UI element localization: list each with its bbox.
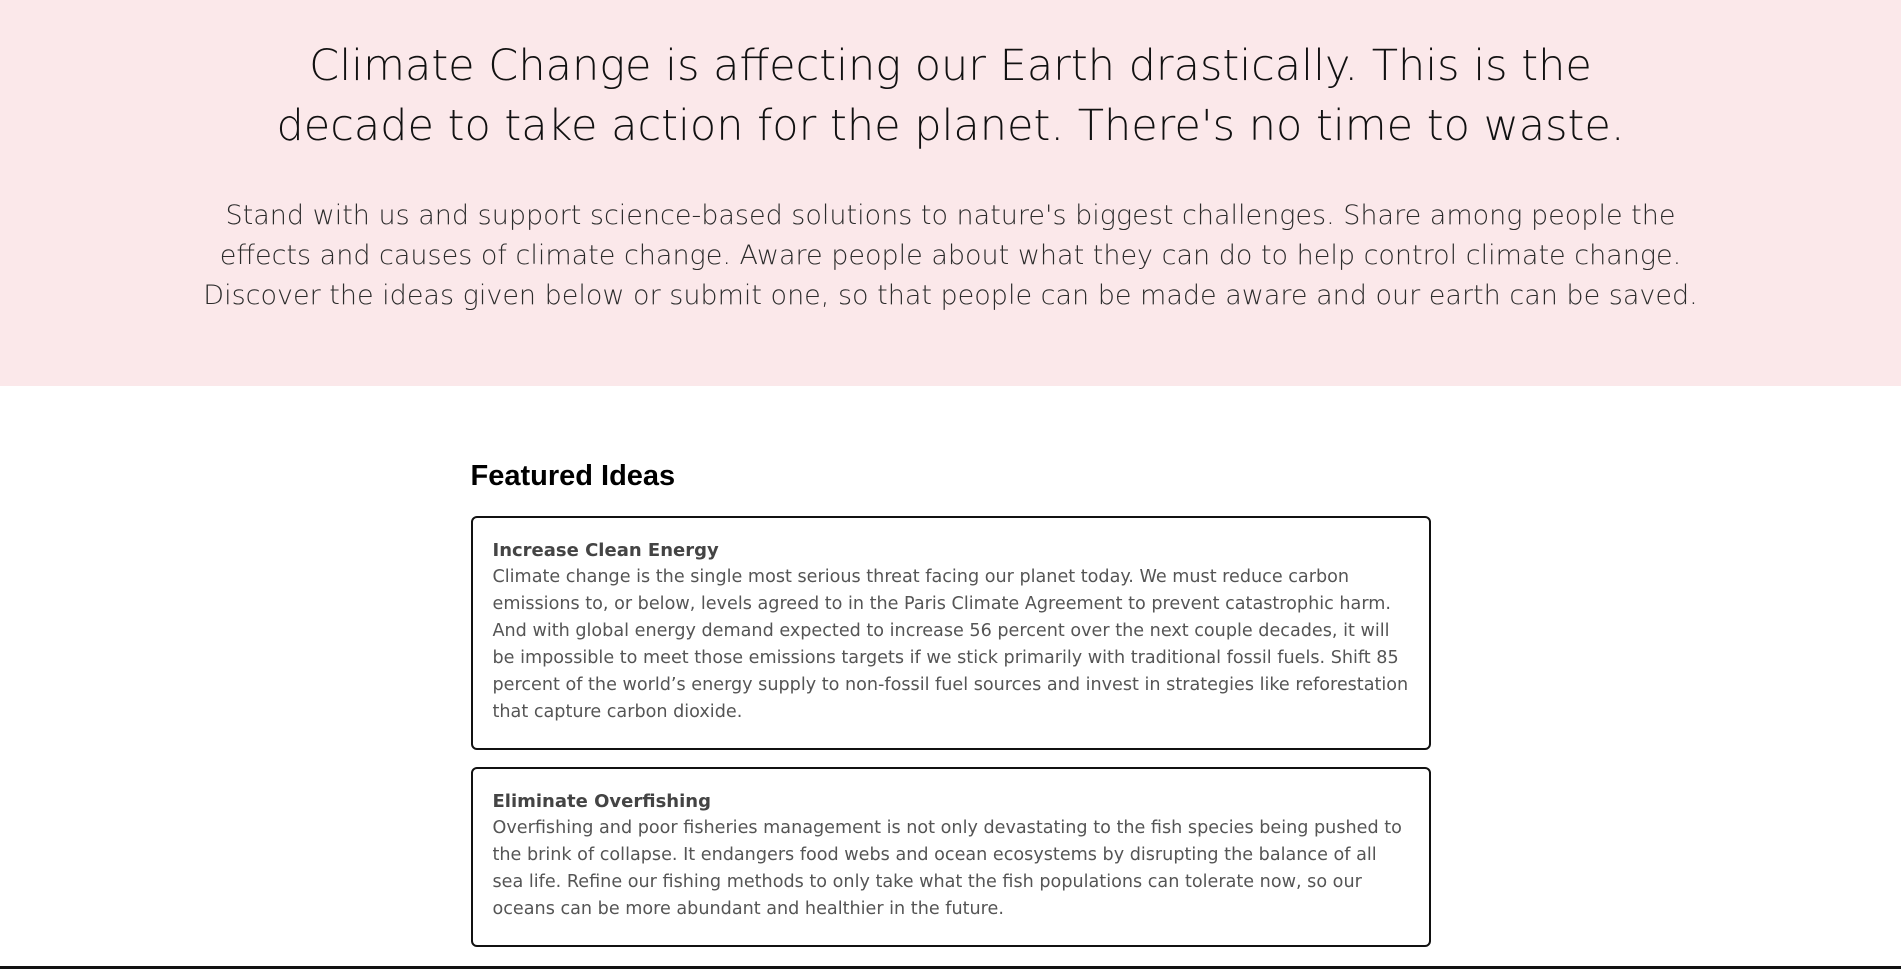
hero-subtitle: Stand with us and support science-based solutions to nature's biggest challenges. Share among people the effects and causes of climate change. Aware people about what they can do to help control climate change. Discover the ideas given below or submit one, so that people can be made aware and our earth can be saved.	[203, 200, 1698, 311]
hero-banner	[0, 0, 1901, 386]
idea-card-clean-energy[interactable]	[471, 516, 1431, 750]
idea-description: Overfishing and poor fisheries management is not only devastating to the fish species being pushed to the brink of collapse. It endangers food webs and ocean ecosystems by disrupting the balance of all sea life. Refine our fishing methods to only take what the fish populations can tolerate now, so our oceans can be more abundant and healthier in the future.	[492, 818, 1402, 919]
idea-description: Climate change is the single most serious threat facing our planet today. We must reduce carbon emissions to, or below, levels agreed to in the Paris Climate Agreement to prevent catastrophic harm. And with global energy demand expected to increase 56 percent over the next couple decades, it will be impossible to meet those emissions targets if we stick primarily with traditional fossil fuels. Shift 85 percent of the world’s energy supply to non-fossil fuel sources and invest in strategies like reforestation that capture carbon dioxide.	[492, 567, 1409, 722]
idea-title: Eliminate Overfishing	[492, 791, 711, 812]
hero-title: Climate Change is affecting our Earth drastically. This is the decade to take action for the planet. There's no time to waste.	[276, 41, 1625, 151]
featured-ideas-section	[471, 386, 1431, 947]
idea-title: Increase Clean Energy	[492, 540, 719, 561]
idea-card-overfishing[interactable]	[471, 767, 1431, 947]
section-title: Featured Ideas	[470, 460, 676, 492]
